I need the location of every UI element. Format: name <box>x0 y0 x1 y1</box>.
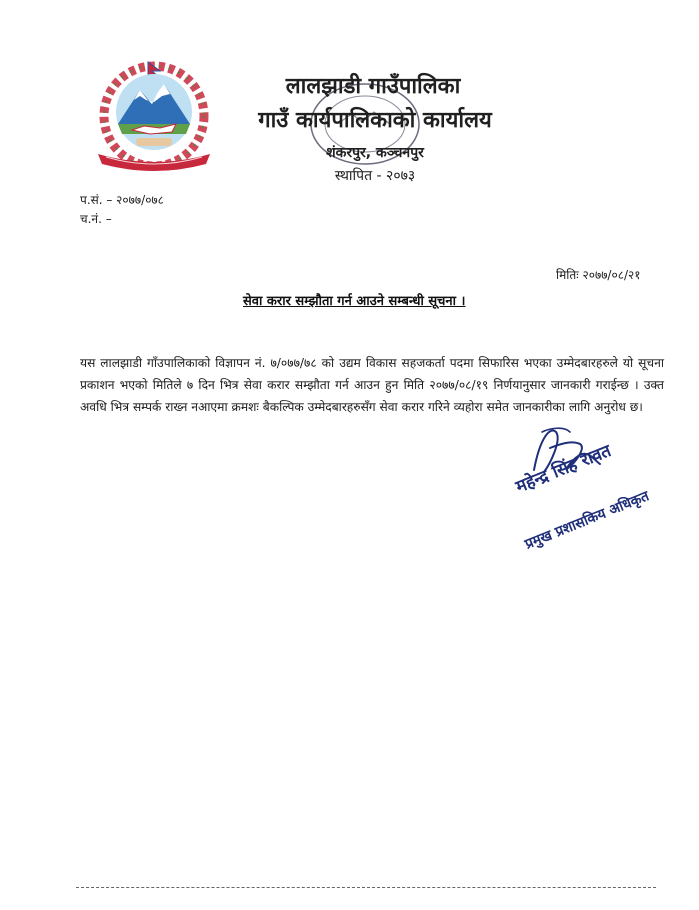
footer-divider <box>76 887 656 888</box>
office-address: शंकरपुर, कञ्चनपुर <box>326 145 424 161</box>
notice-body: यस लालझाडी गाँउपालिकाको विज्ञापन नं. ७/०७७/७८ को उद्यम विकास सहजकर्ता पदमा सिफारिस भएका उम्मेदबारहरुले यो सूचना प्रकाशन भएको मितिले ७ दिन भित्र सेवा करार सम्झौता गर्न आउन हुन मिति २०७७/०८/१९ निर्णयानुसार जानकारी गराईन्छ । उक्त अवधि भित्र सम्पर्क राख्न नआएमा क्रमशः बैकल्पिक उम्मेदबारहरुसँग सेवा करार गरिने व्यहोरा समेत जानकारीका लागि अनुरोध छ। <box>80 356 664 414</box>
org-name: लालझाडी गाउँपालिका <box>285 74 461 99</box>
letter-date: मितिः २०७७/०८/२१ <box>556 268 641 282</box>
signatory-name-stamp: महेन्द्र सिंह रावत <box>513 441 615 498</box>
office-name: गाउँ कार्यपालिकाको कार्यालय <box>258 108 492 133</box>
nepal-emblem-logo <box>88 60 220 178</box>
notice-subject: सेवा करार सम्झौता गर्न आउने सम्बन्धी सूचना । <box>243 294 466 309</box>
signatory-title-stamp: प्रमुख प्रशासकिय अधिकृत <box>522 488 652 553</box>
letter-number: प.सं. – २०७७/०७८ <box>80 193 164 207</box>
established-year: स्थापित - २०७३ <box>334 168 416 184</box>
dispatch-number: च.नं. – <box>80 212 112 226</box>
